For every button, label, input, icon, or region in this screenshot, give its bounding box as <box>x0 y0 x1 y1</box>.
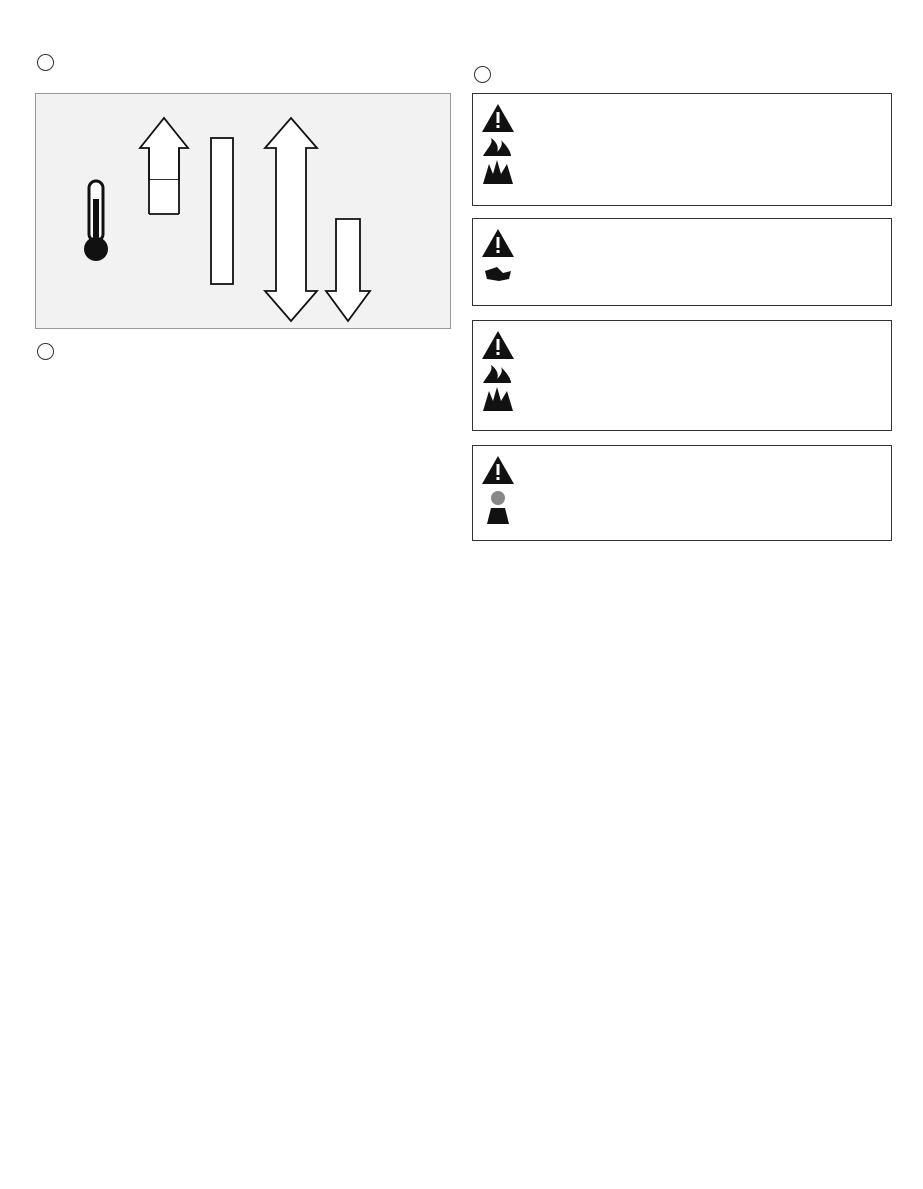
fumes-icon <box>491 491 505 505</box>
co-warning-box <box>472 445 892 542</box>
warning-triangle-icon <box>481 329 515 415</box>
hand-kickback-icon <box>485 267 511 281</box>
right-column <box>472 50 892 551</box>
5w30-arrow <box>326 219 370 321</box>
warning-triangle-icon <box>481 454 515 526</box>
10w30-bar <box>211 138 233 284</box>
oil-viscosity-chart <box>35 93 451 329</box>
left-column <box>35 44 455 368</box>
fire-icon <box>483 138 511 156</box>
refuel-heading <box>472 66 892 83</box>
person-icon <box>487 508 509 524</box>
kickback-warning-box <box>472 218 892 307</box>
thermometer-icon <box>84 181 108 261</box>
sae30-arrow <box>140 118 188 214</box>
figure-2-callout <box>37 343 54 360</box>
oil-check-heading <box>35 343 455 360</box>
oil-viscosity-svg <box>36 94 452 330</box>
synthetic-5w30-arrow <box>265 118 317 321</box>
figure-1-callout <box>37 54 54 71</box>
explosion-icon <box>483 160 513 184</box>
start-fuel-warning-box <box>472 320 892 431</box>
fire-icon <box>483 365 511 383</box>
fuel-warning-box <box>472 93 892 206</box>
explosion-icon <box>483 387 513 411</box>
features-intro <box>35 54 455 71</box>
figure-3-callout <box>474 66 491 83</box>
warning-triangle-icon <box>481 102 515 188</box>
warning-triangle-icon <box>481 227 515 289</box>
